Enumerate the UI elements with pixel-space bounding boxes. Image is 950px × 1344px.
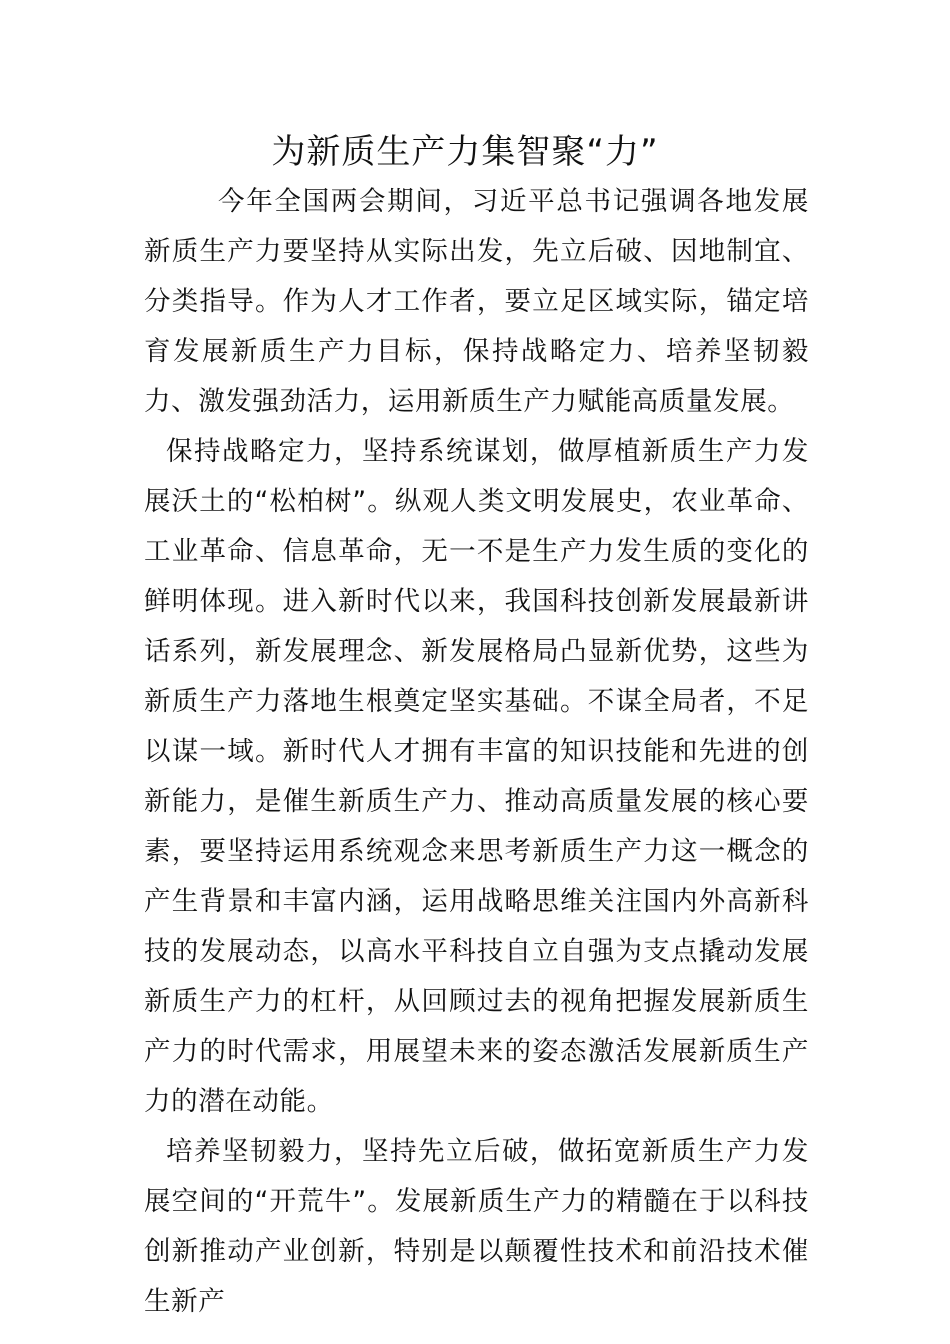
document-title: 为新质生产力集智聚“力” xyxy=(271,132,659,172)
paragraph-intro: 今年全国两会期间，习近平总书记强调各地发展新质生产力要坚持从实际出发，先立后破、因地制宜、分类指导。作为人才工作者，要立足区域实际，锚定培育发展新质生产力目标，保持战略定力、培养坚韧毅力、激发强劲活力，运用新质生产力赋能高质量发展。 xyxy=(144,186,809,417)
paragraph-strategic-focus: 保持战略定力，坚持系统谋划，做厚植新质生产力发展沃土的“松柏树”。纵观人类文明发展史，农业革命、工业革命、信息革命，无一不是生产力发生质的变化的鲜明体现。进入新时代以来，我国科技创新发展最新讲话系列，新发展理念、新发展格局凸显新优势，这些为新质生产力落地生根奠定坚实基础。不谋全局者，不足以谋一域。新时代人才拥有丰富的知识技能和先进的创新能力，是催生新质生产力、推动高质量发展的核心要素，要坚持运用系统观念来思考新质生产力这一概念的产生背景和丰富内涵，运用战略思维关注国内外高新科技的发展动态，以高水平科技自立自强为支点撬动发展新质生产力的杠杆，从回顾过去的视角把握发展新质生产力的时代需求，用展望未来的姿态激活发展新质生产力的潜在动能。 xyxy=(144,436,809,1117)
document-body xyxy=(144,177,809,1327)
paragraph-perseverance: 培养坚韧毅力，坚持先立后破，做拓宽新质生产力发展空间的“开荒牛”。发展新质生产力的精髓在于以科技创新推动产业创新，特别是以颠覆性技术和前沿技术催生新产 xyxy=(144,1136,809,1317)
